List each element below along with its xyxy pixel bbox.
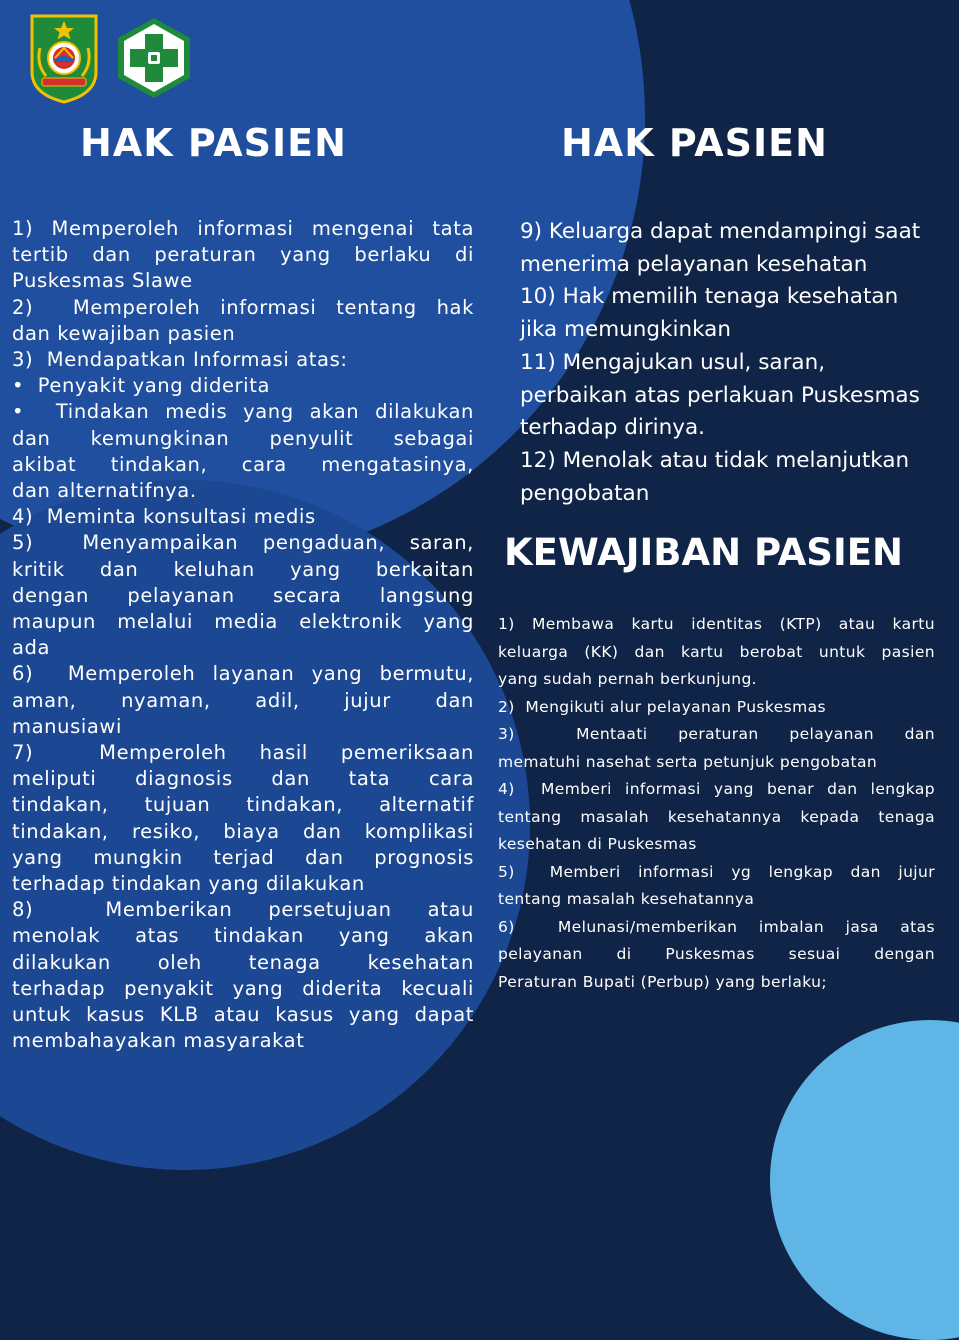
text-line: kritik dan keluhan yang berkaitan [12,557,474,581]
text-line: 3) Mentaati peraturan pelayanan dan [498,725,935,743]
text-line: pengobatan [520,480,650,506]
obligations-title: KEWAJIBAN PASIEN [504,531,903,574]
text-line: manusiawi [12,714,122,738]
text-line: akibat tindakan, cara mengatasinya, [12,452,474,476]
text-line: 6) Melunasi/memberikan imbalan jasa atas [498,917,935,936]
text-line: 12) Menolak atau tidak melanjutkan [520,447,910,473]
text-line: Puskesmas Slawe [12,269,193,293]
text-line: Peraturan Bupati (Perbup) yang berlaku; [498,972,828,991]
text-line: 5) Menyampaikan pengaduan, saran, [12,531,474,555]
text-line: yang sudah pernah berkunjung. [498,670,758,688]
rights-title-right: HAK PASIEN [561,121,828,165]
text-line: tentang masalah kesehatannya kepada tenaga [498,807,935,826]
text-line: dan kemungkinan penyulit sebagai [12,426,474,450]
text-line: menerima pelayanan kesehatan [520,251,868,277]
text-line: meliputi diagnosis dan tata cara [12,767,474,791]
text-line: membahayakan masyarakat [12,1029,305,1053]
patient-obligations-list [498,611,935,996]
background-circle-accent [770,1020,959,1340]
text-line: 3) Mendapatkan Informasi atas: [12,348,348,372]
text-line: 11) Mengajukan usul, saran, [520,349,826,375]
text-line: terhadap dirinya. [520,415,706,441]
text-line: aman, nyaman, adil, jujur dan [12,688,474,712]
text-line: keluarga (KK) dan kartu berobat untuk pasien [498,642,935,661]
text-line: menolak atas tindakan yang akan [12,924,474,948]
regency-emblem-icon [26,12,102,104]
text-line: kesehatan di Puskesmas [498,835,697,853]
text-line: 9) Keluarga dapat mendampingi saat [520,219,921,244]
text-line: 1) Memperoleh informasi mengenai tata [12,217,474,240]
text-line: 1) Membawa kartu identitas (KTP) atau kartu [498,615,935,633]
text-line: tindakan, tujuan tindakan, alternatif [12,793,474,817]
text-line: 5) Memberi informasi yg lengkap dan jujur [498,862,935,881]
patient-rights-list-right [520,216,948,510]
text-line: 2) Memperoleh informasi tentang hak [12,295,474,319]
text-line: 4) Meminta konsultasi medis [12,505,316,529]
text-line: dengan pelayanan secara langsung [12,583,474,607]
text-line: terhadap tindakan yang dilakukan [12,872,365,896]
text-line: dan alternatifnya. [12,479,197,503]
text-line: • Penyakit yang diderita [12,374,270,398]
text-line: untuk kasus KLB atau kasus yang dapat [12,1003,474,1027]
rights-title-left: HAK PASIEN [80,121,347,165]
patient-rights-list-left [12,216,474,1055]
text-line: perbaikan atas perlakuan Puskesmas [520,382,920,408]
text-line: 4) Memberi informasi yang benar dan lengkap [498,780,935,798]
text-line: dan kewajiban pasien [12,321,236,345]
text-line: tertib dan peraturan yang berlaku di [12,243,474,267]
text-line: 10) Hak memilih tenaga kesehatan [520,284,899,310]
text-line: 6) Memperoleh layanan yang bermutu, [12,662,474,686]
text-line: mematuhi nasehat serta petunjuk pengobatan [498,752,878,771]
text-line: jika memungkinkan [520,317,731,343]
text-line: yang mungkin terjad dan prognosis [12,845,474,869]
text-line: ada [12,636,51,660]
text-line: 7) Memperoleh hasil pemeriksaan [12,741,474,765]
text-line: • Tindakan medis yang akan dilakukan [12,400,474,424]
text-line: 8) Memberikan persetujuan atau [12,898,474,922]
text-line: dilakukan oleh tenaga kesehatan [12,950,474,974]
text-line: maupun melalui media elektronik yang [12,610,474,634]
text-line: tentang masalah kesehatannya [498,890,755,908]
text-line: 2) Mengikuti alur pelayanan Puskesmas [498,697,827,716]
puskesmas-cross-icon [114,16,194,100]
text-line: tindakan, resiko, biaya dan komplikasi [12,819,474,843]
text-line: terhadap penyakit yang diderita kecuali [12,976,474,1000]
text-line: pelayanan di Puskesmas sesuai dengan [498,945,935,963]
